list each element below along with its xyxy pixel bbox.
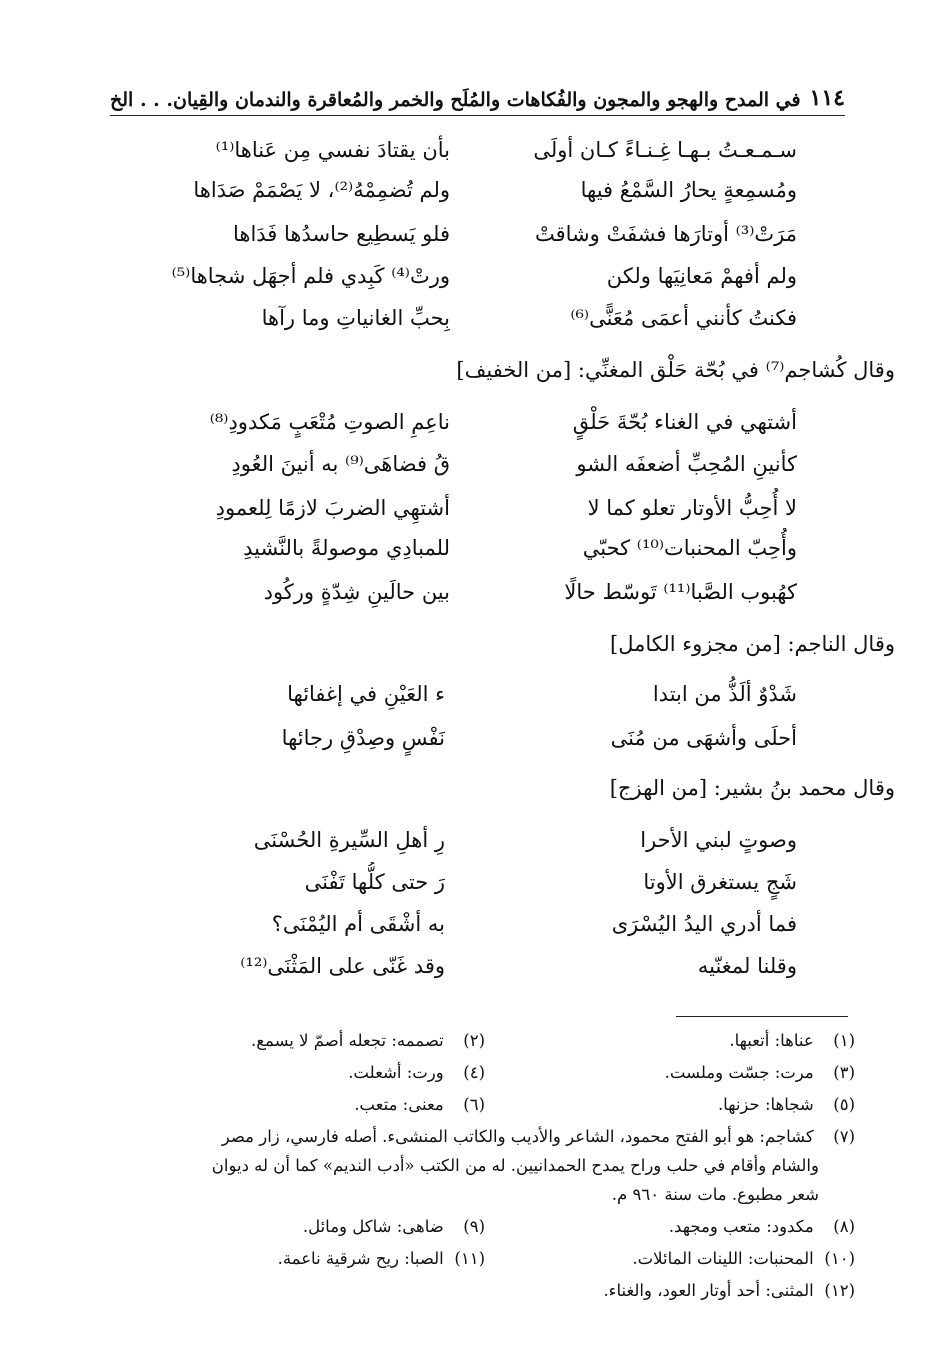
footnote-text: كشاجم: هو أبو الفتح محمود، الشاعر والأديب والكاتب المنشىء. أصله فارسي، زار مصر [221, 1127, 814, 1146]
first-hemistich: شَجٍ يستغرق الأوتا [643, 870, 797, 894]
footnote-number: (٣) [833, 1063, 855, 1082]
footnote [115, 1026, 485, 1056]
footnote-text: ورت: أشعلت. [348, 1063, 444, 1082]
poem-intro: وقال كُشاجم⁽⁷⁾ في بُحّة حَلْق المغنِّي: [من الخفيف] [456, 358, 895, 382]
footnote [115, 1058, 485, 1088]
second-hemistich: نَفْسٍ وصِدْقِ رجائها [281, 726, 445, 750]
verse-line [110, 298, 845, 338]
verse-line [110, 402, 845, 442]
footnote-divider [676, 1016, 848, 1017]
first-hemistich: فكنتُ كأنني أعمَى مُعَنًّى⁽⁶⁾ [570, 306, 797, 330]
footnote-number: (٤) [463, 1063, 485, 1082]
second-hemistich: ناعِمِ الصوتِ مُتْعَبٍ مَكدودِ⁽⁸⁾ [209, 410, 450, 434]
second-hemistich: وقد غَنّى على المَثْنَى⁽¹²⁾ [240, 954, 445, 978]
first-hemistich: وصوتٍ لبني الأحرا [640, 828, 797, 852]
second-hemistich: للمبادِي موصولةً بالنَّشيدِ [243, 536, 450, 560]
first-hemistich: وأُحِبّ المحنبات⁽¹⁰⁾ كحبّي [582, 536, 797, 560]
verse-line [110, 862, 845, 902]
verse-line [110, 674, 845, 714]
verse-line [110, 572, 845, 612]
second-hemistich: رَ حتى كلُّها تَفْنَى [304, 870, 445, 894]
verse-line [110, 488, 845, 528]
verse-line [110, 718, 845, 758]
first-hemistich: كهُبوب الصَّبا⁽¹¹⁾ تَوسّط حالًا [564, 580, 797, 604]
footnote [485, 1058, 855, 1088]
footnote-text: المحنبات: اللينات المائلات. [632, 1249, 814, 1268]
footnote-text: معنى: متعب. [354, 1095, 444, 1114]
running-title: في المدح والهجو والمجون والفُكاهات والمُلَح والخمر والمُعاقرة والندمان والقِيان. . . الخ [110, 89, 801, 111]
footnote-number: (٩) [463, 1217, 485, 1236]
second-hemistich: بين حالَينِ شِدّةٍ وركُود [263, 580, 450, 604]
footnote-number: (٥) [833, 1095, 855, 1114]
poem-intro: وقال الناجم: [من مجزوء الكامل] [610, 632, 895, 656]
poem-intro: وقال محمد بنُ بشير: [من الهزج] [609, 776, 895, 800]
footnote-number: (٧) [833, 1127, 855, 1146]
verse-line [110, 528, 845, 568]
footnote [115, 1212, 485, 1242]
first-hemistich: سـمـعـتُ بـهـا غِـنـاءً كـان أولَى [533, 138, 797, 162]
footnote-long [110, 1122, 855, 1209]
footnote-text: ضاهى: شاكل ومائل. [302, 1217, 444, 1236]
second-hemistich: ولم تُضمِمْهُ⁽²⁾، لا يَصْمَمْ صَدَاها [193, 178, 450, 202]
footnote-row [110, 1276, 855, 1306]
first-hemistich: فما أدري اليدُ اليُسْرَى [611, 912, 797, 936]
verse-line [110, 170, 845, 210]
verse-line [110, 820, 845, 860]
first-hemistich: أحلَى وأشهَى من مُنَى [610, 726, 797, 750]
footnote-number: (١١) [454, 1249, 485, 1268]
page-number: ١١٤ [809, 85, 845, 111]
verse-line [110, 946, 845, 986]
footnote-text: الصبا: ريح شرقية ناعمة. [277, 1249, 444, 1268]
footnote [115, 1090, 485, 1120]
footnote-text: تصممه: تجعله أصمّ لا يسمع. [251, 1031, 444, 1050]
verse-line [110, 130, 845, 170]
footnote [485, 1276, 855, 1306]
footnote-row [110, 1244, 855, 1274]
first-hemistich: شَدْوٌ ألَذُّ من ابتدا [652, 682, 797, 706]
second-hemistich: فلو يَسطِيع حاسدُها فَدَاها [232, 222, 450, 246]
footnote-text: المثنى: أحد أوتار العود، والغناء. [603, 1281, 814, 1300]
footnote-text: مكدود: متعب ومجهد. [668, 1217, 814, 1236]
second-hemistich: ورتْ⁽⁴⁾ كَبِدي فلم أجهَل شجاها⁽⁵⁾ [171, 264, 450, 288]
footnote-number: (١) [833, 1031, 855, 1050]
second-hemistich: ء العَيْنِ في إغفائها [287, 682, 445, 706]
footnote-number: (٦) [463, 1095, 485, 1114]
first-hemistich: كأنينِ المُحِبِّ أضعفَه الشو [576, 452, 797, 476]
footnote-row [110, 1090, 855, 1120]
footnote-row [110, 1058, 855, 1088]
second-hemistich: رِ أهلِ السِّيرةِ الحُسْنَى [253, 828, 445, 852]
footnote-line [110, 1122, 855, 1151]
footnote-line: والشام وأقام في حلب وراح يمدح الحمدانيين. له من الكتب «أدب النديم» كما أن له ديوان [211, 1156, 819, 1175]
first-hemistich: وقلنا لمغنّيه [697, 954, 797, 978]
footnote-number: (١٢) [824, 1281, 855, 1300]
verse-line [110, 214, 845, 254]
footnote-number: (٢) [463, 1031, 485, 1050]
second-hemistich: بِحبِّ الغانياتِ وما رآها [261, 306, 450, 330]
second-hemistich: قُ فضاهَى⁽⁹⁾ به أنينَ العُودِ [231, 452, 450, 476]
footnote [115, 1244, 485, 1274]
footnote-row [110, 1212, 855, 1242]
first-hemistich: ومُسمِعةٍ يحارُ السَّمْعُ فيها [580, 178, 797, 202]
second-hemistich: به أشْقَى أم اليُمْنَى؟ [271, 912, 445, 936]
footnote-number: (٨) [833, 1217, 855, 1236]
verse-line [110, 256, 845, 296]
page-header [110, 78, 845, 116]
footnote-number: (١٠) [824, 1249, 855, 1268]
footnote-text: مرت: جسّت وملست. [664, 1063, 814, 1082]
footnote-row [110, 1026, 855, 1056]
first-hemistich: مَرَتْ⁽³⁾ أوتارَها فشفَتْ وشاقتْ [534, 222, 797, 246]
footnote [485, 1090, 855, 1120]
first-hemistich: لا أُحِبُّ الأوتار تعلو كما لا [587, 496, 797, 520]
footnote [485, 1244, 855, 1274]
footnote-text: شجاها: حزنها. [717, 1095, 814, 1114]
footnote-line: شعر مطبوع. مات سنة ٩٦٠ م. [611, 1185, 819, 1204]
first-hemistich: أشتهي في الغناء بُحّةَ حَلْقٍ [572, 410, 797, 434]
second-hemistich: أشتهِي الضربَ لازمًا لِلعمودِ [215, 496, 450, 520]
footnote [485, 1026, 855, 1056]
footnote-text: عناها: أتعبها. [729, 1031, 814, 1050]
second-hemistich: بأن يقتادَ نفسي مِن عَناها⁽¹⁾ [215, 138, 450, 162]
footnote [485, 1212, 855, 1242]
first-hemistich: ولم أفهمْ مَعانِيَها ولكن [606, 264, 797, 288]
verse-line [110, 444, 845, 484]
verse-line [110, 904, 845, 944]
